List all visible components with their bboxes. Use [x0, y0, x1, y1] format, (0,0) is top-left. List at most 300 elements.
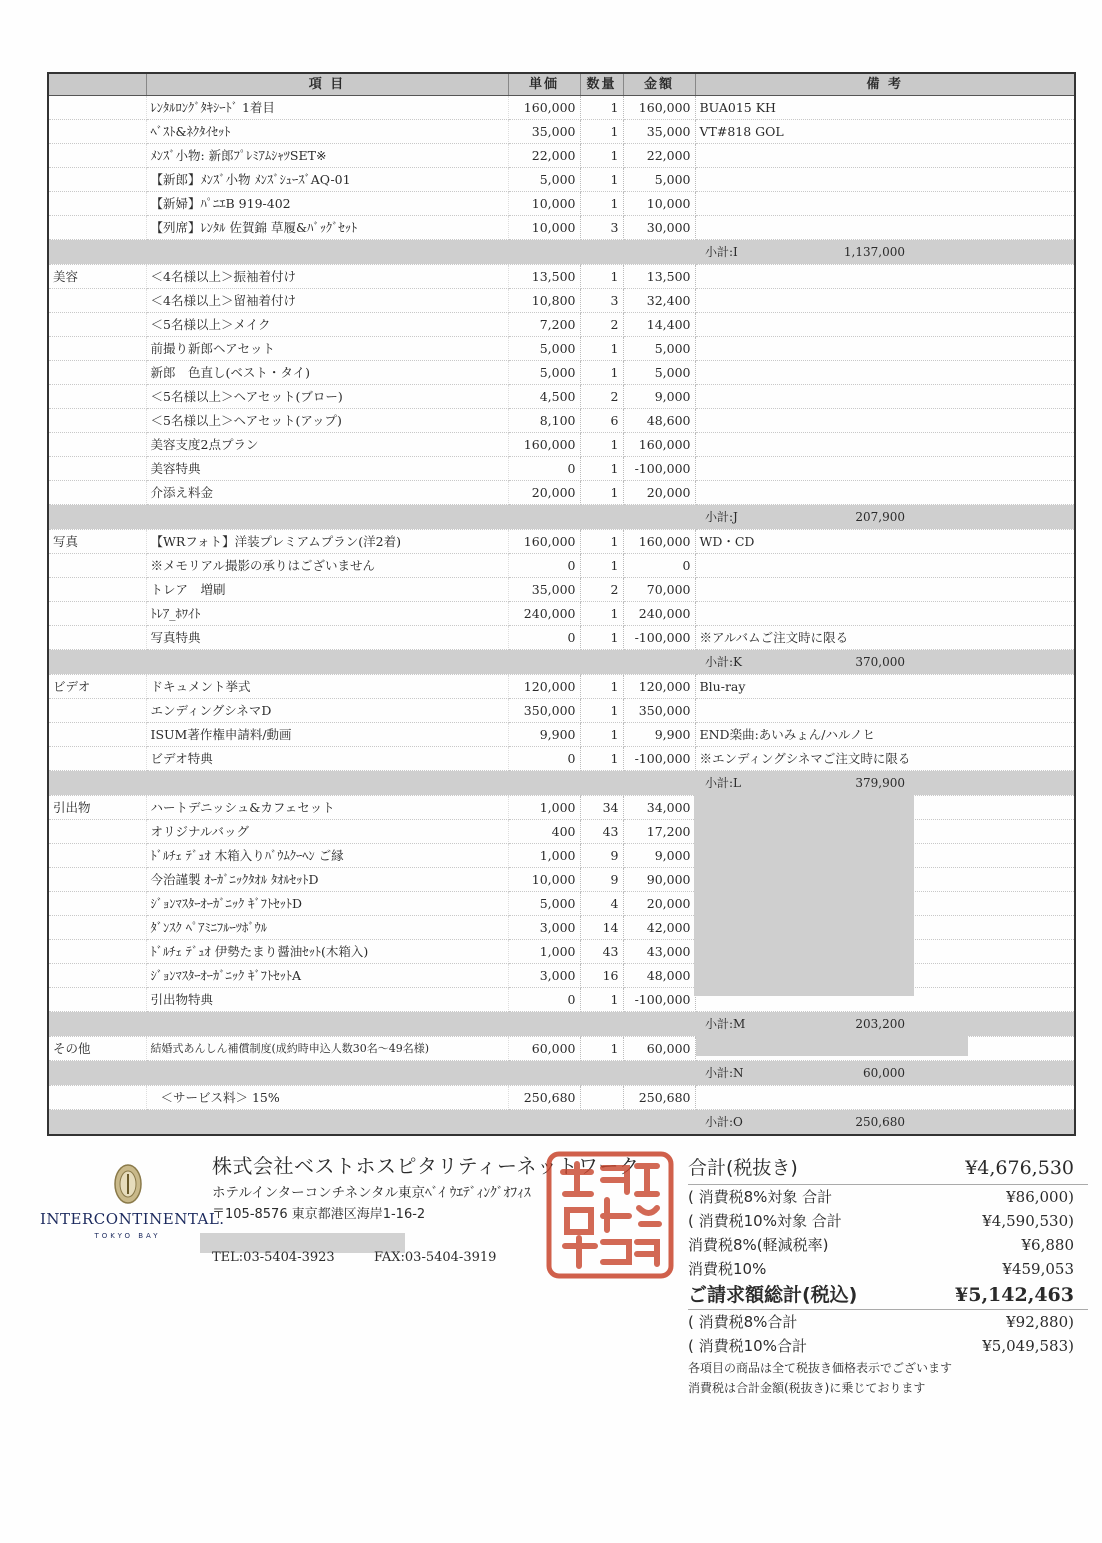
note-cell — [695, 433, 1075, 457]
category-cell — [48, 602, 146, 626]
item-cell: 【新郎】ﾒﾝｽﾞ小物 ﾒﾝｽﾞｼｭｰｽﾞAQ-01 — [146, 168, 508, 192]
note-cell: ※アルバムご注文時に限る — [695, 626, 1075, 650]
price-note: 消費税は合計金額(税抜き)に乗じております — [688, 1381, 926, 1395]
tax-summary-label: ( 消費税10%合計 — [688, 1337, 807, 1355]
item-cell: ＜4名様以上＞留袖着付け — [146, 289, 508, 313]
table-row — [48, 747, 1075, 771]
tax-line-label: ( 消費税8%対象 合計 — [688, 1188, 833, 1206]
subtotal-value: 203,200 — [855, 1017, 905, 1031]
table-row — [48, 433, 1075, 457]
subtotal-row — [48, 240, 1075, 265]
note-cell — [695, 699, 1075, 723]
unit-price-cell: 120,000 — [508, 675, 580, 699]
table-row — [48, 554, 1075, 578]
quantity-cell: 1 — [580, 168, 623, 192]
quantity-cell: 1 — [580, 530, 623, 554]
category-cell — [48, 892, 146, 916]
tax-summary-line — [688, 1310, 1088, 1334]
unit-price-cell: 3,000 — [508, 964, 580, 988]
table-row — [48, 844, 1075, 868]
table-row — [48, 192, 1075, 216]
subtotal-row — [48, 1061, 1075, 1086]
amount-cell: 43,000 — [623, 940, 695, 964]
unit-price-cell: 160,000 — [508, 433, 580, 457]
unit-price-cell: 7,200 — [508, 313, 580, 337]
note-cell — [695, 1086, 1075, 1110]
company-fax: FAX:03-5404-3919 — [374, 1250, 497, 1265]
amount-cell: 48,000 — [623, 964, 695, 988]
unit-price-cell: 5,000 — [508, 361, 580, 385]
table-row — [48, 699, 1075, 723]
item-cell: 【列席】ﾚﾝﾀﾙ 佐賀錦 草履&ﾊﾞｯｸﾞｾｯﾄ — [146, 216, 508, 240]
quantity-cell: 2 — [580, 578, 623, 602]
quantity-cell: 3 — [580, 216, 623, 240]
category-cell — [48, 1086, 146, 1110]
amount-cell: 5,000 — [623, 361, 695, 385]
quantity-cell: 6 — [580, 409, 623, 433]
unit-price-cell: 8,100 — [508, 409, 580, 433]
category-cell — [48, 433, 146, 457]
item-cell: 引出物特典 — [146, 988, 508, 1012]
unit-price-cell: 5,000 — [508, 337, 580, 361]
subtotal-label: 小計:L — [705, 776, 742, 790]
unit-price-cell: 4,500 — [508, 385, 580, 409]
tax-line — [688, 1209, 1088, 1233]
grand-total-value: ¥5,142,463 — [955, 1284, 1074, 1306]
subtotal-spacer — [48, 240, 695, 265]
subtotal-label: 小計:J — [705, 510, 738, 524]
category-cell — [48, 168, 146, 192]
quantity-cell: 1 — [580, 144, 623, 168]
subtotal-value: 379,900 — [855, 776, 905, 790]
note-cell — [695, 265, 1075, 289]
item-cell: 美容支度2点プラン — [146, 433, 508, 457]
subtotal-spacer — [48, 650, 695, 675]
item-cell: ﾍﾞｽﾄ&ﾈｸﾀｲｾｯﾄ — [146, 120, 508, 144]
note-cell — [695, 313, 1075, 337]
grand-total-label: ご請求額総計(税込) — [688, 1284, 858, 1306]
tax-line-value: ¥6,880 — [1021, 1236, 1074, 1254]
amount-cell: 350,000 — [623, 699, 695, 723]
quantity-cell: 1 — [580, 723, 623, 747]
amount-cell: 22,000 — [623, 144, 695, 168]
unit-price-cell: 20,000 — [508, 481, 580, 505]
unit-price-cell: 1,000 — [508, 796, 580, 820]
amount-cell: 34,000 — [623, 796, 695, 820]
unit-price-cell: 35,000 — [508, 578, 580, 602]
unit-price-cell: 35,000 — [508, 120, 580, 144]
table-row — [48, 723, 1075, 747]
category-cell: 引出物 — [48, 796, 146, 820]
note-cell: END楽曲:あいみょん/ハルノヒ — [695, 723, 1075, 747]
item-cell: ＜5名様以上＞メイク — [146, 313, 508, 337]
tax-summary-line — [688, 1334, 1088, 1358]
category-cell — [48, 216, 146, 240]
note-cell — [695, 337, 1075, 361]
quantity-cell: 1 — [580, 337, 623, 361]
subtotal-label: 小計:I — [705, 245, 738, 259]
amount-cell: 9,900 — [623, 723, 695, 747]
amount-cell: 160,000 — [623, 530, 695, 554]
unit-price-cell: 0 — [508, 747, 580, 771]
header-item: 項 目 — [146, 73, 508, 96]
table-row — [48, 120, 1075, 144]
table-row — [48, 289, 1075, 313]
subtotal-value: 60,000 — [863, 1066, 905, 1080]
unit-price-cell: 0 — [508, 988, 580, 1012]
amount-cell: 9,000 — [623, 844, 695, 868]
quantity-cell — [580, 1086, 623, 1110]
quantity-cell: 1 — [580, 699, 623, 723]
quantity-cell: 2 — [580, 385, 623, 409]
category-cell — [48, 144, 146, 168]
subtotal-row — [48, 1012, 1075, 1037]
item-cell: 美容特典 — [146, 457, 508, 481]
subtotal-value: 250,680 — [855, 1115, 905, 1129]
table-row — [48, 144, 1075, 168]
table-row — [48, 1086, 1075, 1110]
table-header-row — [48, 73, 1075, 96]
tax-line — [688, 1233, 1088, 1257]
unit-price-cell: 60,000 — [508, 1037, 580, 1061]
quantity-cell: 1 — [580, 265, 623, 289]
item-cell: 【WRフォト】洋装プレミアムプラン(洋2着) — [146, 530, 508, 554]
unit-price-cell: 13,500 — [508, 265, 580, 289]
company-office: ホテルインターコンチネンタル東京ﾍﾞｲ ｳｴﾃﾞｨﾝｸﾞｵﾌｨｽ — [212, 1185, 531, 1201]
invoice-table — [47, 72, 1076, 1136]
amount-cell: 90,000 — [623, 868, 695, 892]
amount-cell: 30,000 — [623, 216, 695, 240]
amount-cell: 240,000 — [623, 602, 695, 626]
company-tel: TEL:03-5404-3923 — [212, 1250, 335, 1265]
category-cell: その他 — [48, 1037, 146, 1061]
item-cell: ISUM著作権申請料/動画 — [146, 723, 508, 747]
unit-price-cell: 10,800 — [508, 289, 580, 313]
unit-price-cell: 22,000 — [508, 144, 580, 168]
table-row — [48, 337, 1075, 361]
unit-price-cell: 0 — [508, 457, 580, 481]
note-cell — [695, 578, 1075, 602]
unit-price-cell: 350,000 — [508, 699, 580, 723]
quantity-cell: 1 — [580, 192, 623, 216]
amount-cell: -100,000 — [623, 457, 695, 481]
table-row — [48, 916, 1075, 940]
category-cell — [48, 964, 146, 988]
quantity-cell: 16 — [580, 964, 623, 988]
amount-cell: 20,000 — [623, 892, 695, 916]
quantity-cell: 2 — [580, 313, 623, 337]
header-category — [48, 73, 146, 96]
category-cell — [48, 337, 146, 361]
category-cell — [48, 385, 146, 409]
item-cell: ﾄﾞﾙﾁｪ ﾃﾞｭｵ 木箱入りﾊﾞｳﾑｸｰﾍﾝ ご縁 — [146, 844, 508, 868]
tax-summary-label: ( 消費税8%合計 — [688, 1313, 798, 1331]
unit-price-cell: 9,900 — [508, 723, 580, 747]
category-cell — [48, 578, 146, 602]
item-cell: オリジナルバッグ — [146, 820, 508, 844]
item-cell: 写真特典 — [146, 626, 508, 650]
table-row — [48, 602, 1075, 626]
table-row — [48, 457, 1075, 481]
quantity-cell: 1 — [580, 1037, 623, 1061]
company-name: 株式会社ベストホスピタリティーネットワーク — [212, 1154, 640, 1178]
table-row — [48, 409, 1075, 433]
unit-price-cell: 0 — [508, 626, 580, 650]
item-cell: ＜5名様以上＞ヘアセット(アップ) — [146, 409, 508, 433]
category-cell — [48, 820, 146, 844]
item-cell: トレア 増刷 — [146, 578, 508, 602]
redacted-area — [694, 791, 914, 996]
tax-line-label: 消費税10% — [688, 1260, 767, 1278]
subtotal-cell — [695, 650, 1075, 675]
unit-price-cell: 160,000 — [508, 96, 580, 120]
note-cell: VT#818 GOL — [695, 120, 1075, 144]
quantity-cell: 1 — [580, 602, 623, 626]
header-amount: 金額 — [623, 73, 695, 96]
tax-summary-value: ¥92,880) — [1006, 1313, 1074, 1331]
note-cell: Blu-ray — [695, 675, 1075, 699]
subtotal-row — [688, 1152, 1088, 1185]
item-cell: ＜サービス料＞ 15% — [146, 1086, 508, 1110]
totals-panel — [688, 1152, 1088, 1398]
note-cell — [695, 457, 1075, 481]
header-quantity: 数量 — [580, 73, 623, 96]
unit-price-cell: 250,680 — [508, 1086, 580, 1110]
subtotal-value: 370,000 — [855, 655, 905, 669]
amount-cell: 160,000 — [623, 96, 695, 120]
subtotal-label: 小計:K — [705, 655, 743, 669]
subtotal-spacer — [48, 1061, 695, 1086]
amount-cell: 9,000 — [623, 385, 695, 409]
table-row — [48, 940, 1075, 964]
amount-cell: 48,600 — [623, 409, 695, 433]
table-row — [48, 964, 1075, 988]
price-note: 各項目の商品は全て税抜き価格表示でございます — [688, 1361, 953, 1375]
item-cell: 新郎 色直し(ベスト・タイ) — [146, 361, 508, 385]
unit-price-cell: 0 — [508, 554, 580, 578]
unit-price-cell: 3,000 — [508, 916, 580, 940]
unit-price-cell: 5,000 — [508, 168, 580, 192]
note-cell — [695, 409, 1075, 433]
tax-line-value: ¥4,590,530) — [982, 1212, 1074, 1230]
item-cell: ※メモリアル撮影の承りはございません — [146, 554, 508, 578]
header-note: 備 考 — [695, 73, 1075, 96]
amount-cell: -100,000 — [623, 626, 695, 650]
table-row — [48, 988, 1075, 1012]
subtotal-spacer — [48, 505, 695, 530]
note-cell — [695, 289, 1075, 313]
quantity-cell: 43 — [580, 820, 623, 844]
table-row — [48, 168, 1075, 192]
category-cell — [48, 361, 146, 385]
category-cell — [48, 313, 146, 337]
logo-name: INTERCONTINENTAL. — [40, 1210, 225, 1228]
subtotal-value: ¥4,676,530 — [965, 1157, 1074, 1179]
category-cell — [48, 868, 146, 892]
amount-cell: 160,000 — [623, 433, 695, 457]
table-row — [48, 481, 1075, 505]
category-cell — [48, 192, 146, 216]
amount-cell: 60,000 — [623, 1037, 695, 1061]
table-row — [48, 385, 1075, 409]
unit-price-cell: 10,000 — [508, 868, 580, 892]
company-address: 〒105-8576 東京都港区海岸1-16-2 — [212, 1207, 426, 1222]
quantity-cell: 14 — [580, 916, 623, 940]
amount-cell: 35,000 — [623, 120, 695, 144]
intercontinental-logo-icon — [108, 1160, 148, 1208]
category-cell — [48, 457, 146, 481]
table-row — [48, 796, 1075, 820]
category-cell — [48, 96, 146, 120]
category-cell — [48, 481, 146, 505]
tax-line — [688, 1257, 1088, 1281]
subtotal-value: 207,900 — [855, 510, 905, 524]
amount-cell: 17,200 — [623, 820, 695, 844]
unit-price-cell: 160,000 — [508, 530, 580, 554]
note-cell: WD・CD — [695, 530, 1075, 554]
subtotal-row — [48, 650, 1075, 675]
item-cell: 前撮り新郎ヘアセット — [146, 337, 508, 361]
item-cell: 結婚式あんしん補償制度(成約時申込人数30名～49名様) — [146, 1037, 508, 1061]
unit-price-cell: 5,000 — [508, 892, 580, 916]
category-cell: 写真 — [48, 530, 146, 554]
item-cell: ビデオ特典 — [146, 747, 508, 771]
item-cell: ＜5名様以上＞ヘアセット(ブロー) — [146, 385, 508, 409]
category-cell — [48, 844, 146, 868]
table-row — [48, 530, 1075, 554]
amount-cell: 5,000 — [623, 168, 695, 192]
category-cell — [48, 940, 146, 964]
amount-cell: 70,000 — [623, 578, 695, 602]
item-cell: ハートデニッシュ&カフェセット — [146, 796, 508, 820]
note-cell — [695, 361, 1075, 385]
quantity-cell: 43 — [580, 940, 623, 964]
category-cell — [48, 626, 146, 650]
subtotal-label: 小計:N — [705, 1066, 744, 1080]
note-cell — [695, 192, 1075, 216]
amount-cell: 20,000 — [623, 481, 695, 505]
amount-cell: 5,000 — [623, 337, 695, 361]
subtotal-row — [48, 505, 1075, 530]
item-cell: ドキュメント挙式 — [146, 675, 508, 699]
category-cell — [48, 289, 146, 313]
logo-subtitle: TOKYO BAY — [94, 1232, 161, 1240]
category-cell — [48, 120, 146, 144]
subtotal-label: 合計(税抜き) — [688, 1157, 798, 1179]
quantity-cell: 1 — [580, 96, 623, 120]
table-row — [48, 361, 1075, 385]
quantity-cell: 1 — [580, 747, 623, 771]
company-seal-icon — [545, 1150, 675, 1280]
tax-line-label: 消費税8%(軽減税率) — [688, 1236, 829, 1254]
quantity-cell: 34 — [580, 796, 623, 820]
amount-cell: -100,000 — [623, 988, 695, 1012]
header-unit-price: 単価 — [508, 73, 580, 96]
quantity-cell: 1 — [580, 120, 623, 144]
unit-price-cell: 240,000 — [508, 602, 580, 626]
amount-cell: 42,000 — [623, 916, 695, 940]
subtotal-row — [48, 771, 1075, 796]
amount-cell: 120,000 — [623, 675, 695, 699]
unit-price-cell: 10,000 — [508, 216, 580, 240]
amount-cell: 250,680 — [623, 1086, 695, 1110]
item-cell: ＜4名様以上＞振袖着付け — [146, 265, 508, 289]
item-cell: エンディングシネマD — [146, 699, 508, 723]
item-cell: ﾚﾝﾀﾙﾛﾝｸﾞﾀｷｼｰﾄﾞ 1着目 — [146, 96, 508, 120]
table-body — [48, 96, 1075, 1136]
amount-cell: 13,500 — [623, 265, 695, 289]
subtotal-cell — [695, 505, 1075, 530]
category-cell: 美容 — [48, 265, 146, 289]
category-cell — [48, 554, 146, 578]
hotel-logo — [40, 1160, 225, 1280]
note-cell — [695, 144, 1075, 168]
quantity-cell: 1 — [580, 433, 623, 457]
unit-price-cell: 1,000 — [508, 940, 580, 964]
item-cell: ｼﾞｮﾝﾏｽﾀｰｵｰｶﾞﾆｯｸ ｷﾞﾌﾄｾｯﾄA — [146, 964, 508, 988]
item-cell: ｼﾞｮﾝﾏｽﾀｰｵｰｶﾞﾆｯｸ ｷﾞﾌﾄｾｯﾄD — [146, 892, 508, 916]
subtotal-spacer — [48, 1012, 695, 1037]
category-cell — [48, 699, 146, 723]
category-cell — [48, 916, 146, 940]
amount-cell: 10,000 — [623, 192, 695, 216]
table-row — [48, 216, 1075, 240]
quantity-cell: 1 — [580, 988, 623, 1012]
table-row — [48, 313, 1075, 337]
item-cell: ﾀﾞﾝｽｸ ﾍﾟｱﾐﾆﾌﾙｰﾂﾎﾞｳﾙ — [146, 916, 508, 940]
quantity-cell: 1 — [580, 481, 623, 505]
subtotal-cell — [695, 1061, 1075, 1086]
tax-summary-value: ¥5,049,583) — [982, 1337, 1074, 1355]
tax-line — [688, 1185, 1088, 1209]
quantity-cell: 1 — [580, 457, 623, 481]
category-cell — [48, 747, 146, 771]
table-row — [48, 868, 1075, 892]
subtotal-cell — [695, 240, 1075, 265]
amount-cell: 0 — [623, 554, 695, 578]
category-cell — [48, 409, 146, 433]
unit-price-cell: 1,000 — [508, 844, 580, 868]
amount-cell: 32,400 — [623, 289, 695, 313]
quantity-cell: 1 — [580, 626, 623, 650]
quantity-cell: 3 — [580, 289, 623, 313]
note-cell — [695, 481, 1075, 505]
note-cell — [695, 385, 1075, 409]
item-cell: ﾄﾚｱ_ﾎﾜｲﾄ — [146, 602, 508, 626]
amount-cell: 14,400 — [623, 313, 695, 337]
category-cell: ビデオ — [48, 675, 146, 699]
invoice-footer — [0, 1130, 1102, 1430]
category-cell — [48, 988, 146, 1012]
item-cell: ﾄﾞﾙﾁｪ ﾃﾞｭｵ 伊勢たまり醤油ｾｯﾄ(木箱入) — [146, 940, 508, 964]
tax-line-value: ¥86,000) — [1006, 1188, 1074, 1206]
note-cell — [695, 602, 1075, 626]
subtotal-label: 小計:M — [705, 1017, 746, 1031]
subtotal-spacer — [48, 771, 695, 796]
subtotal-label: 小計:O — [705, 1115, 743, 1129]
item-cell: 介添え料金 — [146, 481, 508, 505]
note-cell — [695, 216, 1075, 240]
redacted-area — [696, 1036, 968, 1056]
table-row — [48, 265, 1075, 289]
table-row — [48, 578, 1075, 602]
quantity-cell: 1 — [580, 675, 623, 699]
tax-line-value: ¥459,053 — [1002, 1260, 1074, 1278]
item-cell: 今治謹製 ｵｰｶﾞﾆｯｸﾀｵﾙ ﾀｵﾙｾｯﾄD — [146, 868, 508, 892]
tax-line-label: ( 消費税10%対象 合計 — [688, 1212, 842, 1230]
quantity-cell: 4 — [580, 892, 623, 916]
note-cell: ※エンディングシネマご注文時に限る — [695, 747, 1075, 771]
